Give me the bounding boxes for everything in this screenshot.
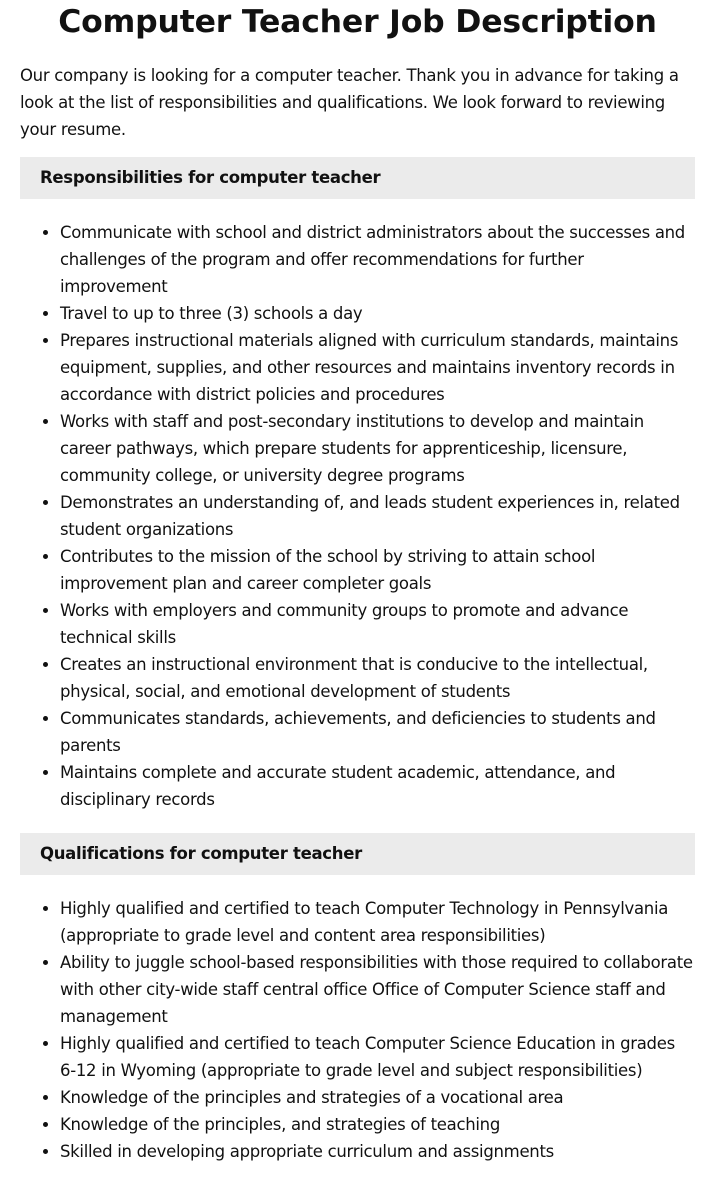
list-item: • Contributes to the mission of the school by striving to attain school improvement plan and career completer goals	[60, 543, 695, 597]
list-item: • Works with employers and community groups to promote and advance technical skills	[60, 597, 695, 651]
list-item: • Demonstrates an understanding of, and leads student experiences in, related student organizations	[60, 489, 695, 543]
page-title: Computer Teacher Job Description	[58, 4, 657, 40]
list-item: • Creates an instructional environment that is conducive to the intellectual, physical, social, and emotional development of students	[60, 651, 695, 705]
list-item: • Communicate with school and district administrators about the successes and challenges of the program and offer recommendations for further improvement	[60, 219, 695, 300]
list-item: • Works with staff and post-secondary institutions to develop and maintain career pathways, which prepare students for apprenticeship, licensure, community college, or university degree programs	[60, 408, 695, 489]
list-item: • Communicates standards, achievements, and deficiencies to students and parents	[60, 705, 695, 759]
list-item: • Ability to juggle school-based responsibilities with those required to collaborate with other city-wide staff central office Office of Computer Science staff and management	[60, 949, 695, 1030]
list-item: • Skilled in developing appropriate curriculum and assignments	[60, 1138, 695, 1165]
list-item: • Highly qualified and certified to teach Computer Science Education in grades 6-12 in Wyoming (appropriate to grade level and subject responsibilities)	[60, 1030, 695, 1084]
responsibilities-heading: Responsibilities for computer teacher	[20, 157, 695, 199]
list-item: • Highly qualified and certified to teach Computer Technology in Pennsylvania (appropriate to grade level and content area responsibilities)	[60, 895, 695, 949]
list-item: • Prepares instructional materials aligned with curriculum standards, maintains equipment, supplies, and other resources and maintains inventory records in accordance with district policies and procedures	[60, 327, 695, 408]
qualifications-list	[20, 895, 695, 1165]
list-item: • Knowledge of the principles, and strategies of teaching	[60, 1111, 695, 1138]
intro-paragraph: Our company is looking for a computer teacher. Thank you in advance for taking a look at the list of responsibilities and qualifications. We look forward to reviewing your resume.	[20, 66, 679, 139]
responsibilities-list	[20, 219, 695, 813]
list-item: • Travel to up to three (3) schools a day	[60, 300, 695, 327]
qualifications-heading: Qualifications for computer teacher	[20, 833, 695, 875]
list-item: • Knowledge of the principles and strategies of a vocational area	[60, 1084, 695, 1111]
list-item: • Maintains complete and accurate student academic, attendance, and disciplinary records	[60, 759, 695, 813]
